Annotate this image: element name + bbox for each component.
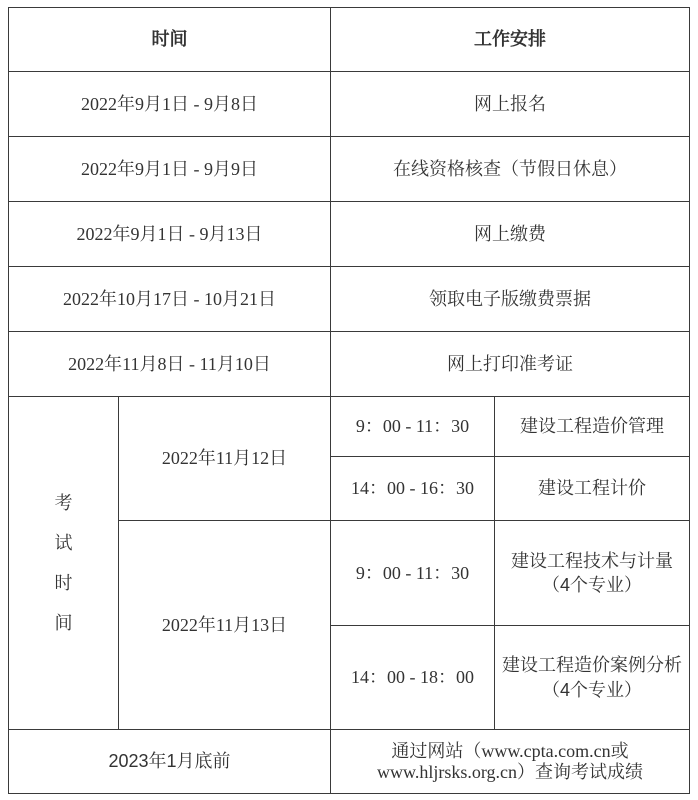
table-row (9, 332, 690, 397)
row-date: 2022年11月8日 - 11月10日 (9, 332, 331, 397)
header-time: 时间 (9, 8, 331, 72)
final-work-line1: 通过网站（www.cpta.com.cn或 (391, 740, 629, 761)
exam-time-label (9, 397, 119, 730)
exam-session-subject: 建设工程造价案例分析（4个专业） (495, 626, 690, 730)
final-work (331, 730, 690, 794)
exam-session-subject: 建设工程技术与计量（4个专业） (495, 521, 690, 626)
exam-session-time: 9：00 - 11：30 (331, 397, 495, 457)
final-date: 2023年1月底前 (9, 730, 331, 794)
row-work: 领取电子版缴费票据 (331, 267, 690, 332)
row-work: 网上报名 (331, 72, 690, 137)
schedule-table (8, 7, 690, 794)
table-header-row (9, 8, 690, 72)
exam-label-char: 时 (54, 573, 73, 593)
exam-label-char: 考 (54, 493, 73, 513)
exam-session-subject: 建设工程计价 (495, 457, 690, 521)
row-work: 网上缴费 (331, 202, 690, 267)
row-work: 网上打印准考证 (331, 332, 690, 397)
exam-label-char: 试 (54, 533, 73, 553)
exam-session-time: 14：00 - 16：30 (331, 457, 495, 521)
exam-session-time: 14：00 - 18：00 (331, 626, 495, 730)
exam-day-date: 2022年11月12日 (119, 397, 331, 521)
exam-session-subject: 建设工程造价管理 (495, 397, 690, 457)
table-row (9, 137, 690, 202)
row-work: 在线资格核查（节假日休息） (331, 137, 690, 202)
table-row (9, 730, 690, 794)
row-date: 2022年9月1日 - 9月8日 (9, 72, 331, 137)
exam-label-char: 间 (54, 613, 73, 633)
exam-session-time: 9：00 - 11：30 (331, 521, 495, 626)
table-row (9, 267, 690, 332)
row-date: 2022年9月1日 - 9月9日 (9, 137, 331, 202)
table-row (9, 202, 690, 267)
final-work-line2: www.hljrsks.org.cn）查询考试成绩 (377, 761, 643, 782)
header-work: 工作安排 (331, 8, 690, 72)
exam-day-date: 2022年11月13日 (119, 521, 331, 730)
table-row (9, 72, 690, 137)
row-date: 2022年9月1日 - 9月13日 (9, 202, 331, 267)
exam-row (9, 397, 690, 457)
row-date: 2022年10月17日 - 10月21日 (9, 267, 331, 332)
